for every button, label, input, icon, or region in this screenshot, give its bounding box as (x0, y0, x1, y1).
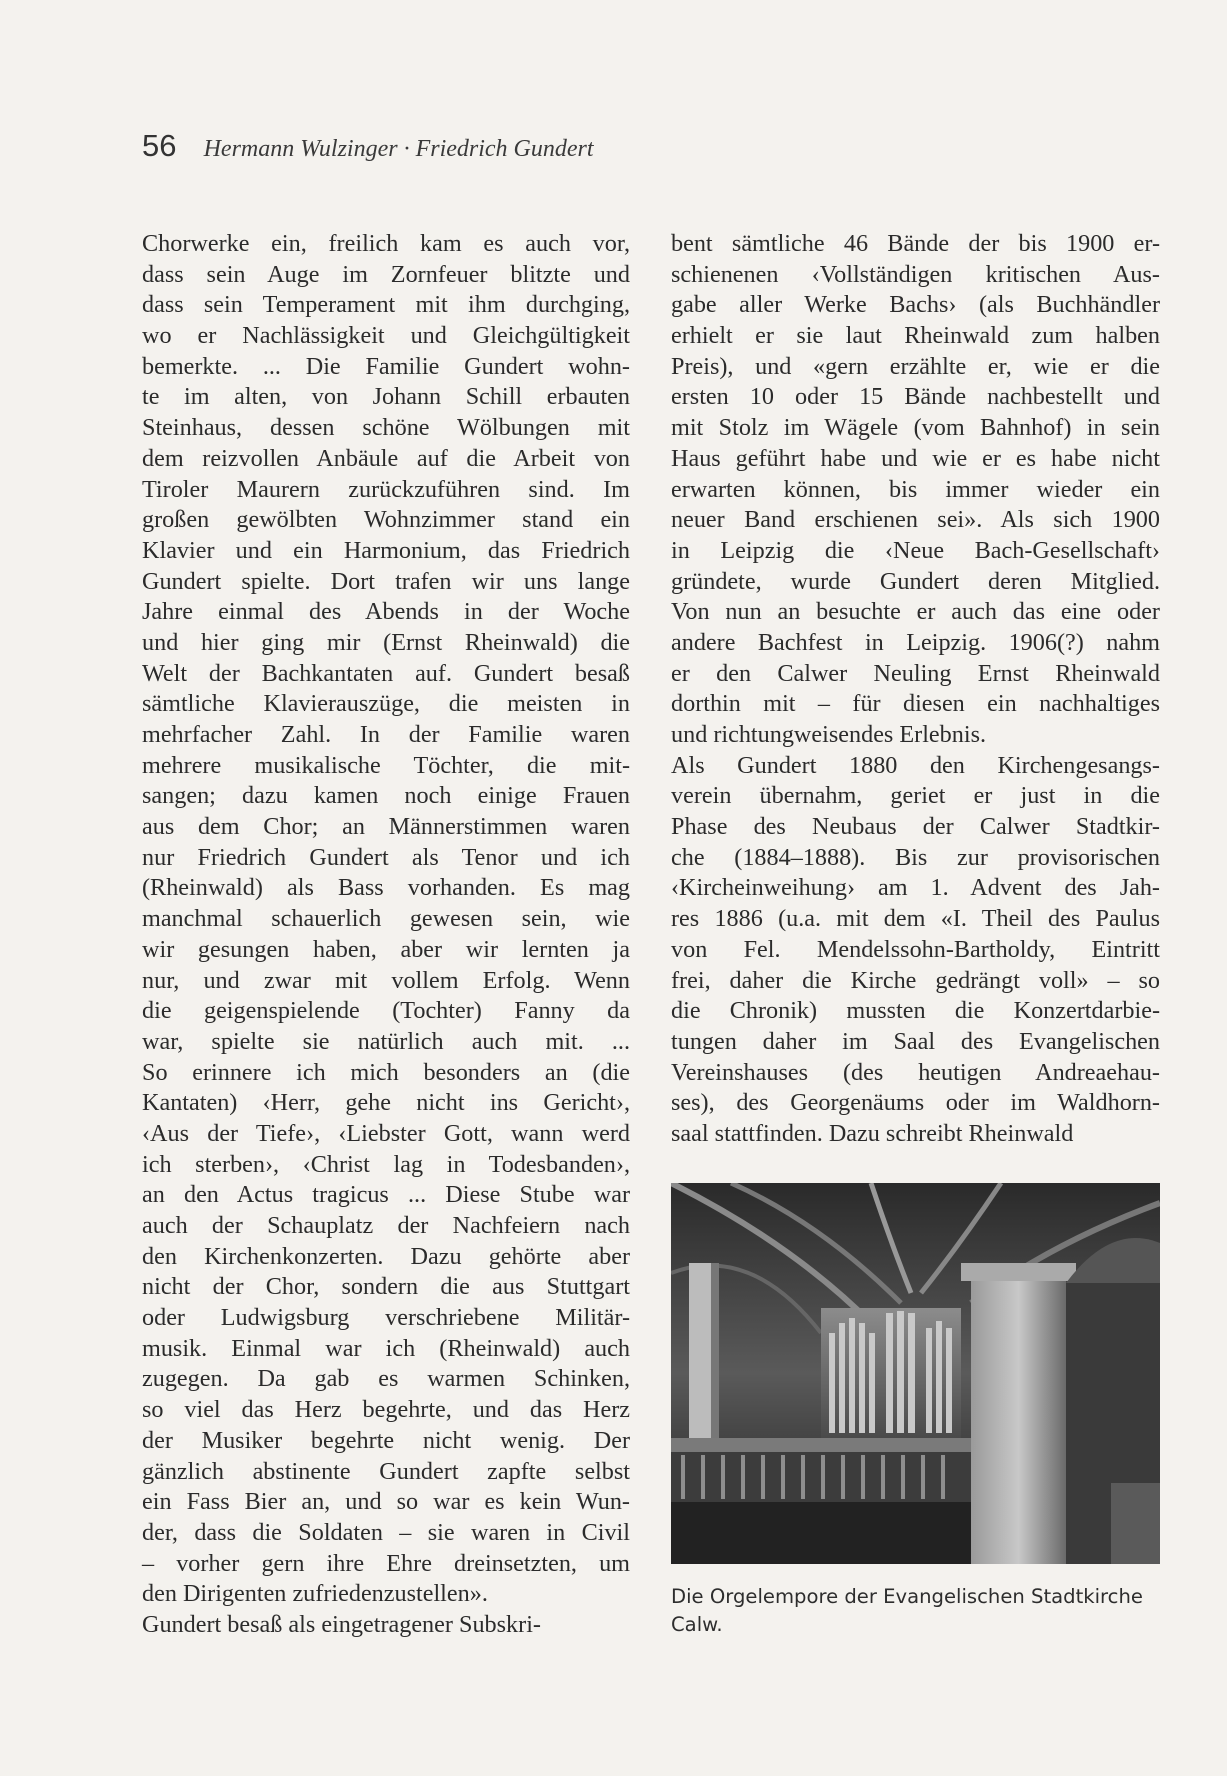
text-line: er den Calwer Neuling Ernst Rheinwald (671, 659, 1160, 687)
text-line: manchmal schauerlich gewesen sein, wie (142, 905, 630, 933)
left-text-column (142, 229, 630, 1641)
text-line: dass sein Temperament mit ihm durchging, (142, 291, 630, 319)
text-line: großen gewölbten Wohnzimmer stand ein (142, 506, 630, 534)
text-line: ‹Aus der Tiefe›, ‹Liebster Gott, wann werd (142, 1119, 630, 1147)
text-line: neuer Band erschienen sei». Als sich 1900 (671, 506, 1160, 534)
text-line: – vorher gern ihre Ehre dreinsetzten, um (142, 1549, 630, 1577)
text-line: Phase des Neubaus der Calwer Stadtkir- (671, 813, 1160, 841)
church-organ-photo (671, 1183, 1160, 1564)
text-line: Haus geführt habe und wie er es habe nicht (671, 444, 1160, 472)
text-line: nur, und zwar mit vollem Erfolg. Wenn (142, 966, 630, 994)
text-line: Jahre einmal des Abends in der Woche (142, 598, 630, 626)
text-line: bemerkte. ... Die Familie Gundert wohn- (142, 352, 630, 380)
text-line: frei, daher die Kirche gedrängt voll» – so (671, 966, 1160, 994)
text-line: Chorwerke ein, freilich kam es auch vor, (142, 230, 630, 257)
text-line: und hier ging mir (Ernst Rheinwald) die (142, 628, 630, 656)
text-line: erhielt er sie laut Rheinwald zum halben (671, 322, 1160, 350)
text-line: So erinnere ich mich besonders an (die (142, 1058, 630, 1086)
text-line: mehrere musikalische Töchter, die mit- (142, 751, 630, 779)
text-line: te im alten, von Johann Schill erbauten (142, 383, 630, 411)
text-line: bent sämtliche 46 Bände der bis 1900 er- (671, 230, 1160, 257)
text-line: mit Stolz im Wägele (vom Bahnhof) in sein (671, 414, 1160, 442)
text-line: Als Gundert 1880 den Kirchengesangs- (671, 751, 1160, 779)
text-line: ‹Kircheinweihung› am 1. Advent des Jah- (671, 874, 1160, 902)
text-line: Preis), und «gern erzählte er, wie er die (671, 352, 1160, 380)
text-line: (Rheinwald) als Bass vorhanden. Es mag (142, 874, 630, 902)
text-line: den Kirchenkonzerten. Dazu gehörte aber (142, 1242, 630, 1270)
page-number: 56 (142, 128, 177, 163)
text-line: andere Bachfest in Leipzig. 1906(?) nahm (671, 628, 1160, 656)
text-line: tungen daher im Saal des Evangelischen (671, 1027, 1160, 1055)
text-line: ersten 10 oder 15 Bände nachbestellt und (671, 383, 1160, 411)
text-line: Kantaten) ‹Herr, gehe nicht ins Gericht›, (142, 1089, 630, 1117)
figure-caption: Die Orgelempore der Evangelischen Stadtkirche Calw. (671, 1585, 1143, 1636)
text-line: in Leipzig die ‹Neue Bach-Gesellschaft› (671, 536, 1160, 564)
text-line: dass sein Auge im Zornfeuer blitzte und (142, 260, 630, 288)
text-line: der, dass die Soldaten – sie waren in Civil (142, 1518, 630, 1546)
text-line: gründete, wurde Gundert deren Mitglied. (671, 567, 1160, 595)
text-line: Tiroler Maurern zurückzuführen sind. Im (142, 475, 630, 503)
text-line: Klavier und ein Harmonium, das Friedrich (142, 536, 630, 564)
running-title: Hermann Wulzinger · Friedrich Gundert (203, 136, 594, 162)
text-line: che (1884–1888). Bis zur provisorischen (671, 843, 1160, 871)
text-line: sangen; dazu kamen noch einige Frauen (142, 782, 630, 810)
text-line: die Chronik) mussten die Konzertdarbie- (671, 997, 1160, 1025)
text-line: gabe aller Werke Bachs› (als Buchhändler (671, 291, 1160, 319)
text-line: an den Actus tragicus ... Diese Stube war (142, 1181, 630, 1209)
text-line: wir gesungen haben, aber wir lernten ja (142, 935, 630, 963)
text-line: der Musiker begehrte nicht wenig. Der (142, 1426, 630, 1454)
text-line: den Dirigenten zufriedenzustellen». (142, 1580, 488, 1608)
text-line: nicht der Chor, sondern die aus Stuttgart (142, 1273, 630, 1301)
text-line: Steinhaus, dessen schöne Wölbungen mit (142, 414, 630, 442)
text-line: wo er Nachlässigkeit und Gleichgültigkeit (142, 322, 630, 350)
text-line: sämtliche Klavierauszüge, die meisten in (142, 690, 630, 718)
text-line: war, spielte sie natürlich auch mit. ... (142, 1027, 630, 1055)
text-line: Vereinshauses (des heutigen Andreaehau- (671, 1058, 1160, 1086)
text-line: Gundert spielte. Dort trafen wir uns lange (142, 567, 630, 595)
running-head (142, 128, 594, 164)
text-line: von Fel. Mendelssohn-Bartholdy, Eintritt (671, 935, 1160, 963)
text-line: oder Ludwigsburg verschriebene Militär- (142, 1304, 630, 1332)
text-line: und richtungweisendes Erlebnis. (671, 721, 987, 748)
text-line: so viel das Herz begehrte, und das Herz (142, 1396, 630, 1424)
text-line: saal stattfinden. Dazu schreibt Rheinwald (671, 1119, 1074, 1147)
text-line: gänzlich abstinente Gundert zapfte selbst (142, 1457, 630, 1485)
text-line: schienenen ‹Vollständigen kritischen Aus- (671, 260, 1160, 288)
text-line: dorthin mit – für diesen ein nachhaltiges (671, 690, 1160, 718)
text-line: Welt der Bachkantaten auf. Gundert besaß (142, 659, 630, 687)
text-line: dem reizvollen Anbäule auf die Arbeit von (142, 444, 630, 472)
text-line: mehrfacher Zahl. In der Familie waren (142, 721, 630, 748)
text-line: aus dem Chor; an Männerstimmen waren (142, 813, 630, 841)
text-line: res 1886 (u.a. mit dem «I. Theil des Paulus (671, 905, 1160, 933)
text-line: Von nun an besuchte er auch das eine oder (671, 598, 1160, 626)
text-line: auch der Schauplatz der Nachfeiern nach (142, 1212, 630, 1239)
text-line: ses), des Georgenäums oder im Waldhorn- (671, 1089, 1160, 1117)
text-line: ein Fass Bier an, und so war es kein Wun- (142, 1488, 630, 1516)
text-line: Gundert besaß als eingetragener Subskri- (142, 1610, 541, 1638)
text-line: ich sterben›, ‹Christ lag in Todesbanden›, (142, 1150, 630, 1178)
text-line: erwarten können, bis immer wieder ein (671, 475, 1160, 503)
text-line: musik. Einmal war ich (Rheinwald) auch (142, 1334, 630, 1362)
right-text-column (671, 229, 1160, 1150)
text-line: verein übernahm, geriet er just in die (671, 782, 1160, 810)
text-line: zugegen. Da gab es warmen Schinken, (142, 1365, 630, 1393)
text-line: die geigenspielende (Tochter) Fanny da (142, 997, 630, 1025)
text-line: nur Friedrich Gundert als Tenor und ich (142, 843, 630, 871)
